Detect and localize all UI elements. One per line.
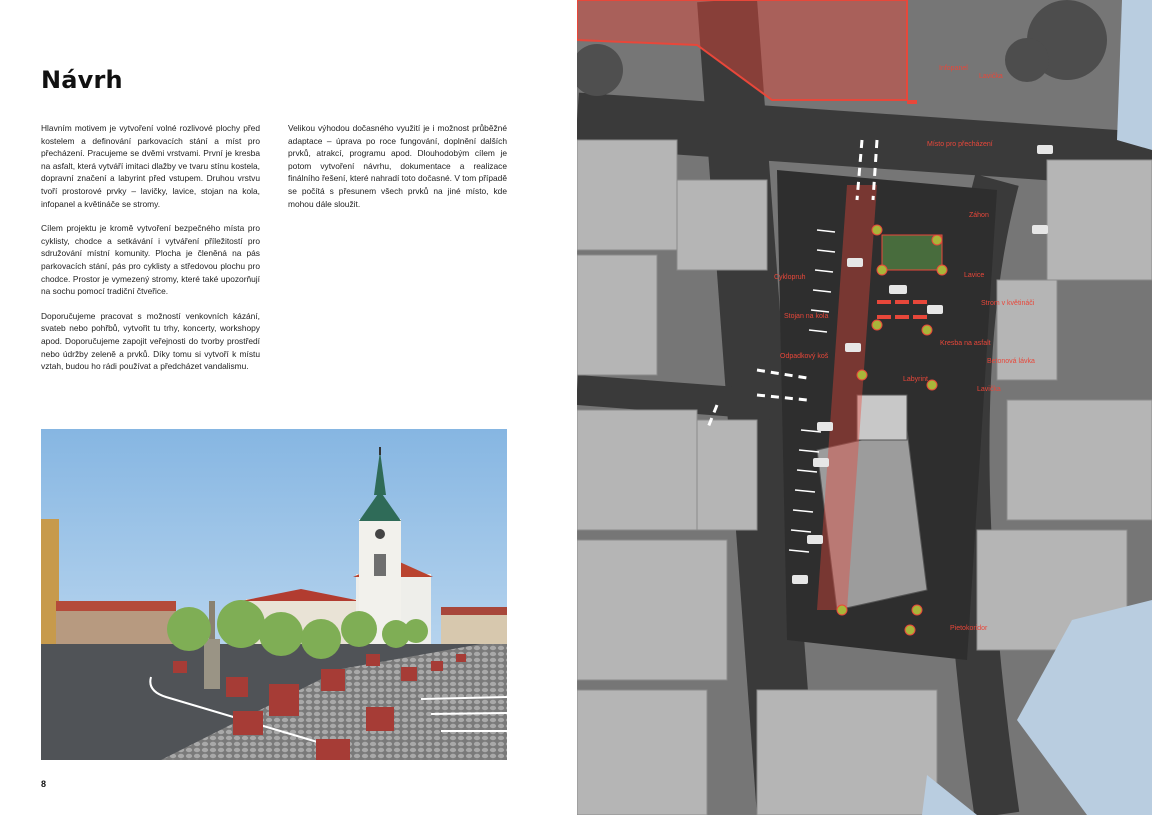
map-label-infopanel: Infopanel bbox=[939, 65, 968, 72]
map-label-asphalt-drawing: Kresba na asfalt bbox=[940, 340, 991, 347]
map-label-cyclopath: Cyklopruh bbox=[774, 274, 806, 281]
map-label-crossing: Místo pro přecházení bbox=[927, 141, 993, 148]
map-label-lavicka: Lavička bbox=[979, 73, 1003, 80]
aerial-site-plan bbox=[577, 0, 1152, 815]
text-column-right bbox=[288, 122, 507, 222]
map-label-lavice: Lavice bbox=[964, 272, 985, 279]
paragraph: Doporučujeme pracovat s možností venkovních kázání, svateb nebo pohřbů, vytvořit tu trhy, koncerty, workshopy apod. Doporučujeme zapojit veřejnosti do tvorby prostředí nebo údržby zeleně a prvků. Díky tomu si vytvoří k místu vztah, budou ho rádi používat a předcházet vandalismu. bbox=[41, 310, 260, 372]
map-label-zahon: Záhon bbox=[969, 212, 989, 219]
map-label-lavicka-mid: Lavička bbox=[977, 386, 1001, 393]
text-column-left bbox=[41, 122, 260, 385]
map-label-concrete-bench: Betonová lávka bbox=[987, 358, 1035, 365]
paragraph: Velikou výhodou dočasného využití je i možnost průběžné adaptace – úprava po roce fungování, doplnění dalších prvků, atrakcí, programu apod. Dlouhodobým cílem je potom vytvoření návrhu, dokumentace a realizace finálního řešení, které nahradí toto dočasné. V tom případě se počítá s přesunem všech prvků na jiné místo, kde mohou dále sloužit. bbox=[288, 123, 507, 209]
map-label-trash-bin: Odpadkový koš bbox=[780, 353, 829, 360]
page-number: 8 bbox=[41, 779, 47, 789]
map-label-bike-stand: Stojan na kola bbox=[784, 313, 829, 320]
map-label-labyrinth: Labyrint bbox=[903, 376, 928, 383]
map-label-pietocorridor: Pietokoridor bbox=[950, 625, 988, 632]
map-label-tree-planter: Strom v květináči bbox=[981, 300, 1035, 307]
page-title: Návrh bbox=[41, 66, 123, 94]
paragraph: Hlavním motivem je vytvoření volné rozlivové plochy před kostelem a definování parkovacích stání a míst pro přecházení. Pracujeme se dvěmi vrstvami. První je kresba na asfalt, která vytváří imitaci dlažby ve tvaru stínu kostela, dopravní značení a labyrint před vstupem. Druhou vrstvu tvoří prostorové prvky – lavičky, lavice, stojan na kola, infopanel a květináče se stromy. bbox=[41, 123, 260, 209]
paragraph: Cílem projektu je kromě vytvoření bezpečného místa pro cyklisty, chodce a setkávání i vytváření příležitostí pro sdružování místní komunity. Plocha je členěná na pás parkovacích stání, pás pro cyklisty a středovou plochu pro chodce. Prostor je vymezený stromy, které také upozorňují na sochu pomocí tradiční čtveřice. bbox=[41, 223, 260, 297]
visualization-photo bbox=[41, 429, 507, 760]
